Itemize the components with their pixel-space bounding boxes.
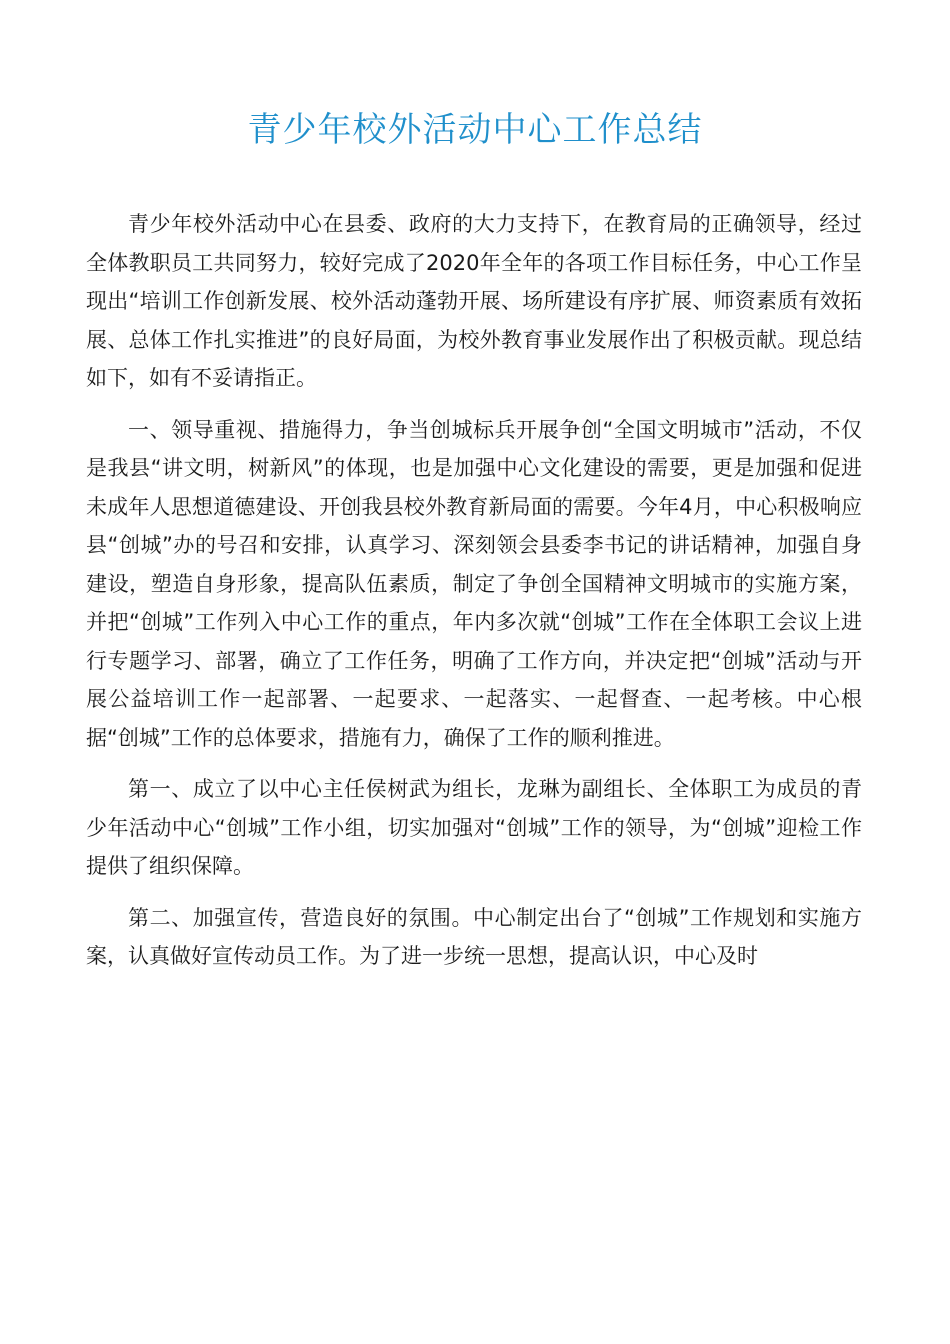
paragraph-intro: 青少年校外活动中心在县委、政府的大力支持下，在教育局的正确领导，经过全体教职员工共同努力，较好完成了2020年全年的各项工作目标任务，中心工作呈现出“培训工作创新发展、校外活动蓬勃开展、场所建设有序扩展、师资素质有效拓展、总体工作扎实推进”的良好局面，为校外教育事业发展作出了积极贡献。现总结如下，如有不妥请指正。 [86,212,862,390]
document-body [86,205,862,989]
paragraph-section-one: 一、领导重视、措施得力，争当创城标兵开展争创“全国文明城市”活动，不仅是我县“讲文明，树新风”的体现，也是加强中心文化建设的需要，更是加强和促进未成年人思想道德建设、开创我县校外教育新局面的需要。今年4月，中心积极响应县“创城”办的号召和安排，认真学习、深刻领会县委李书记的讲话精神，加强自身建设，塑造自身形象，提高队伍素质，制定了争创全国精神文明城市的实施方案，并把“创城”工作列入中心工作的重点，年内多次就“创城”工作在全体职工会议上进行专题学习、部署，确立了工作任务，明确了工作方向，并决定把“创城”活动与开展公益培训工作一起部署、一起要求、一起落实、一起督查、一起考核。中心根据“创城”工作的总体要求，措施有力，确保了工作的顺利推进。 [86,417,862,750]
paragraph-point-two: 第二、加强宣传，营造良好的氛围。中心制定出台了“创城”工作规划和实施方案，认真做好宣传动员工作。为了进一步统一思想，提高认识，中心及时 [86,905,862,968]
document-title: 青少年校外活动中心工作总结 [247,110,703,150]
paragraph-point-one: 第一、成立了以中心主任侯树武为组长，龙琳为副组长、全体职工为成员的青少年活动中心“创城”工作小组，切实加强对“创城”工作的领导，为“创城”迎检工作提供了组织保障。 [86,777,862,878]
